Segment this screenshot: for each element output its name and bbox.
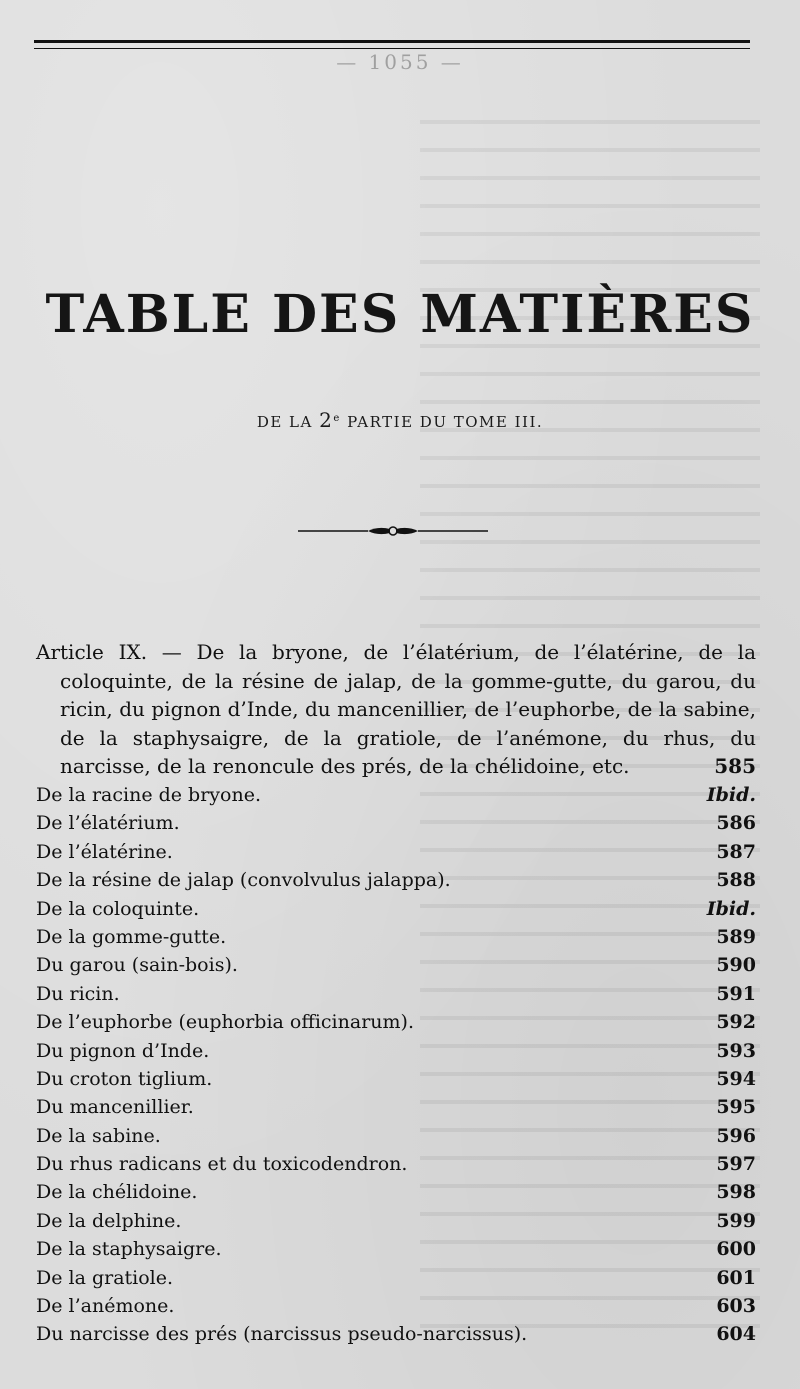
contents-entry [36,1235,756,1263]
contents-entry [36,895,756,923]
entry-label: De la sabine. [36,1124,161,1147]
ornamental-divider-icon [298,522,488,540]
entry-page-number: 598 [716,1181,756,1204]
entry-label: De l’élatérium. [36,812,180,835]
entry-page-number: 595 [716,1096,756,1119]
entry-label: De la gratiole. [36,1266,174,1289]
entry-page-number: 588 [716,869,756,892]
top-double-rule [34,40,750,49]
entry-page-number: 586 [716,812,756,835]
contents-entry [36,838,756,866]
entry-page-number: 594 [716,1067,756,1090]
entry-label: De la staphysaigre. [36,1238,222,1261]
entry-label: De la résine de jalap (convolvulus jalappa). [36,869,451,892]
contents-entry [36,980,756,1008]
entry-page-number: 603 [716,1295,756,1318]
subtitle-superscript: e [333,413,341,424]
contents-entry [36,781,756,809]
entry-page-number: 601 [716,1266,756,1289]
entry-page-number: 587 [716,840,756,863]
contents-entry [36,1150,756,1178]
page-subtitle [0,408,800,432]
entry-page-number: 596 [716,1124,756,1147]
article-text [36,638,756,781]
article-entry [36,638,756,781]
entry-label: De l’euphorbe (euphorbia officinarum). [36,1011,414,1034]
entry-label: Du rhus radicans et du toxicodendron. [36,1153,408,1176]
page-number: — 1055 — [336,50,464,74]
contents-entry [36,1207,756,1235]
entry-page-number: 591 [716,982,756,1005]
entry-label: De l’anémone. [36,1295,175,1318]
article-page-number: 585 [714,754,756,778]
entry-page-number: Ibid. [706,784,756,806]
contents-entry [36,1264,756,1292]
entry-page-number: 590 [716,954,756,977]
contents-entry [36,809,756,837]
contents-entry [36,1065,756,1093]
entry-page-number: 604 [716,1323,756,1346]
contents-entry [36,1320,756,1348]
contents-entry [36,1037,756,1065]
contents-entry [36,1008,756,1036]
entry-page-number: 589 [716,925,756,948]
contents-entry [36,923,756,951]
article-description: De la bryone, de l’élatérium, de l’élatérine, de la coloquinte, de la résine de jalap, de la gomme-gutte, du garou, du ricin, du pignon d’Inde, du mancenillier, de l’euphorbe, de la sabine, de la staphysaigre, de la gratiole, de l’anémone, du rhus, du narcisse, de la renoncule des prés, de la chélidoine, etc. [60,640,756,778]
subtitle-suffix: PARTIE DU TOME III. [347,413,544,431]
entry-label: Du ricin. [36,982,120,1005]
entry-label: Du croton tiglium. [36,1067,213,1090]
contents-list [36,781,756,1349]
subtitle-number: 2 [319,408,334,432]
entry-label: De l’élatérine. [36,840,173,863]
entry-page-number: 597 [716,1153,756,1176]
contents-entry [36,866,756,894]
entry-page-number: 593 [716,1039,756,1062]
entry-page-number: 600 [716,1238,756,1261]
entry-label: De la delphine. [36,1209,182,1232]
article-lead: Article IX. — [36,640,182,664]
entry-label: Du narcisse des prés (narcissus pseudo-narcissus). [36,1323,528,1346]
contents-entry [36,1122,756,1150]
contents-entry [36,1292,756,1320]
subtitle-prefix: DE LA [256,413,313,431]
entry-page-number: 592 [716,1011,756,1034]
page-title: TABLE DES MATIÈRES [45,284,755,345]
contents-entry [36,1093,756,1121]
contents-entry [36,951,756,979]
entry-label: De la gomme-gutte. [36,925,227,948]
entry-page-number: Ibid. [706,897,756,920]
entry-label: De la racine de bryone. [36,784,261,806]
entry-label: Du garou (sain-bois). [36,954,238,977]
contents-entry [36,1178,756,1206]
entry-label: De la coloquinte. [36,897,200,920]
entry-label: Du mancenillier. [36,1096,194,1119]
entry-label: Du pignon d’Inde. [36,1039,210,1062]
entry-label: De la chélidoine. [36,1181,198,1204]
entry-page-number: 599 [716,1209,756,1232]
